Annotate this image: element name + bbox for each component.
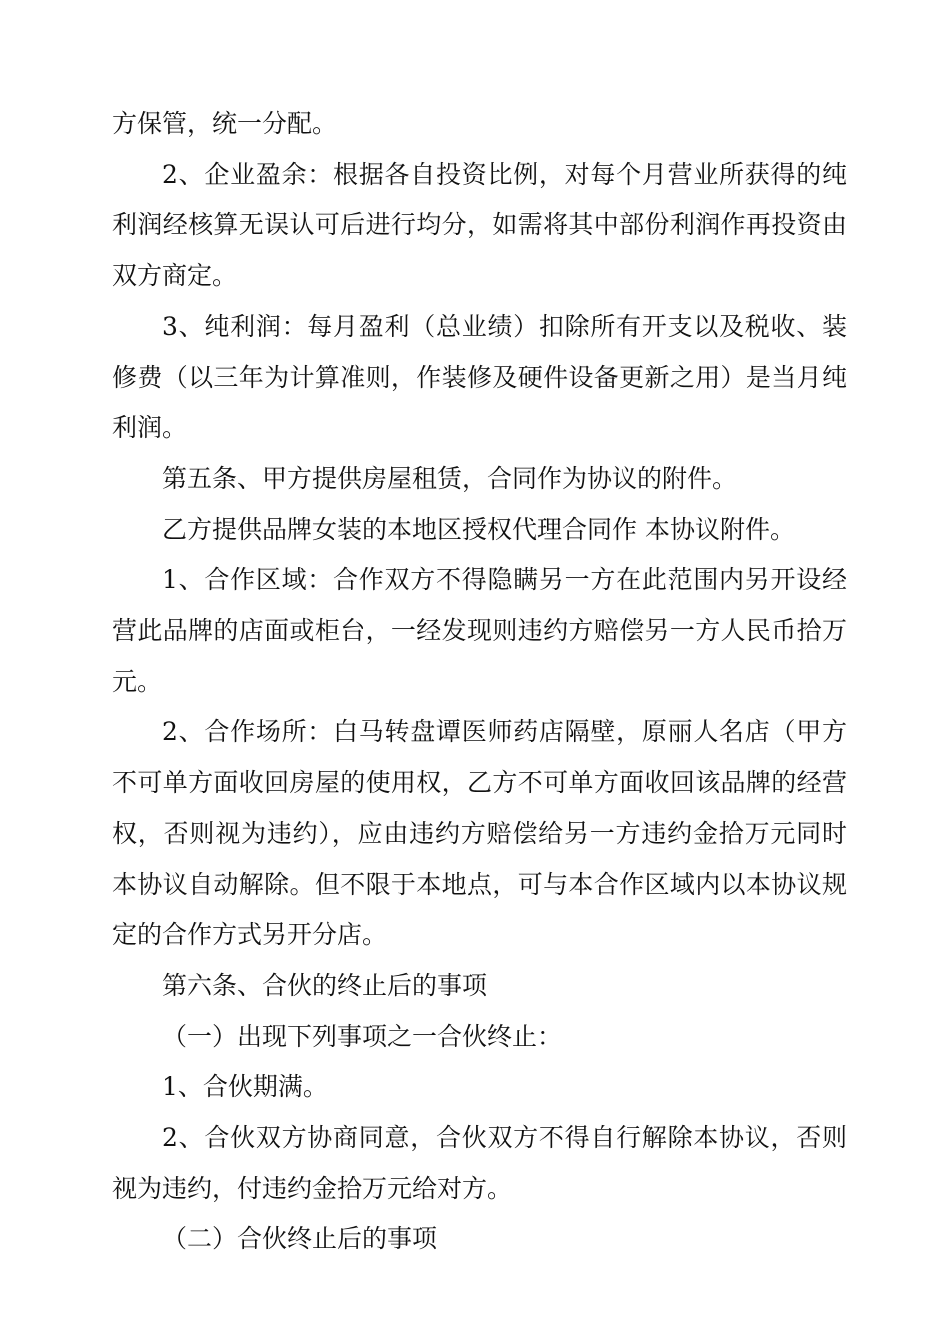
paragraph-6: 1、合作区域：合作双方不得隐瞒另一方在此范围内另开设经营此品牌的店面或柜台，一经发现则违约方赔偿另一方人民币拾万元。 <box>112 565 847 696</box>
paragraph-3: 3、纯利润：每月盈利（总业绩）扣除所有开支以及税收、装修费（以三年为计算准则，作装修及硬件设备更新之用）是当月纯利润。 <box>112 311 847 443</box>
paragraph-2: 2、企业盈余：根据各自投资比例，对每个月营业所获得的纯利润经核算无误认可后进行均分，如需将其中部份利润作再投资由双方商定。 <box>112 159 847 291</box>
paragraph-1: 方保管，统一分配。 <box>112 109 338 138</box>
paragraph-12: （二）合伙终止后的事项 <box>162 1224 438 1254</box>
paragraph-7: 2、合作场所：白马转盘谭医师药店隔壁，原丽人名店（甲方不可单方面收回房屋的使用权，乙方不可单方面收回该品牌的经营权，否则视为违约），应由违约方赔偿给另一方违约金拾万元同时本协议自动解除。但不限于本地点，可与本合作区域内以本协议规定的合作方式另开分店。 <box>112 717 847 950</box>
paragraph-10: 1、合伙期满。 <box>162 1072 328 1102</box>
paragraph-9: （一）出现下列事项之一合伙终止： <box>162 1021 563 1051</box>
paragraph-5: 乙方提供品牌女装的本地区授权代理合同作 本协议附件。 <box>162 514 795 544</box>
paragraph-8: 第六条、合伙的终止后的事项 <box>162 970 488 1000</box>
document-body <box>112 99 847 1265</box>
paragraph-4: 第五条、甲方提供房屋租赁，合同作为协议的附件。 <box>162 463 738 493</box>
paragraph-11: 2、合伙双方协商同意，合伙双方不得自行解除本协议，否则视为违约，付违约金拾万元给对方。 <box>112 1123 847 1203</box>
